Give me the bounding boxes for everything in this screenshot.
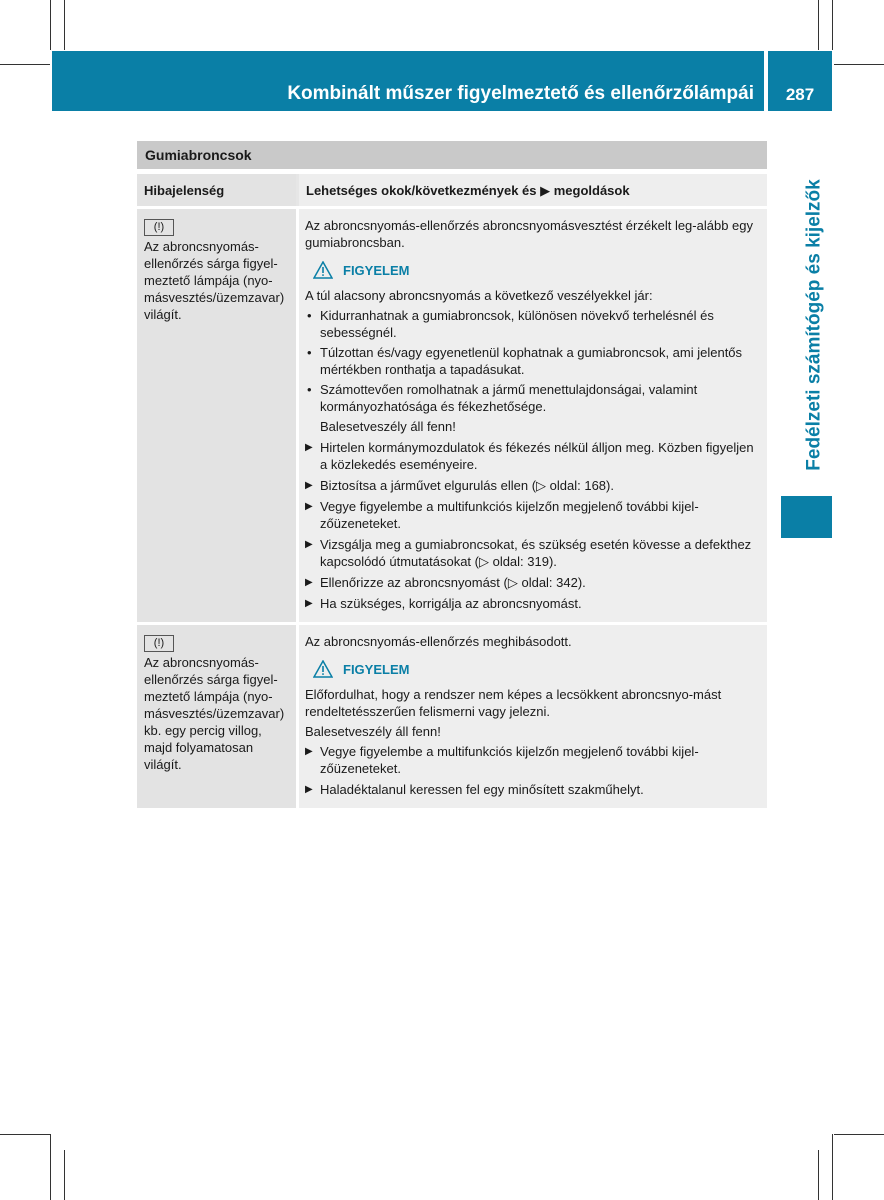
solution-cell xyxy=(299,209,767,622)
table-row xyxy=(137,209,767,625)
tire-pressure-warning-icon: (!) xyxy=(144,635,174,652)
crop-mark xyxy=(818,1150,819,1200)
crop-mark xyxy=(50,1134,51,1200)
cause-text: Az abroncsnyomás-ellenőrzés abroncsnyomásvesztést érzékelt leg-alább egy gumiabroncsban. xyxy=(305,218,753,250)
page-number: 287 xyxy=(785,85,815,104)
page-title: Kombinált műszer figyelmeztető és ellenőrzőlámpái xyxy=(287,83,754,104)
warning-label: FIGYELEM xyxy=(343,262,410,278)
list-item: ▶ Ellenőrizze az abroncsnyomást (▷ oldal: 342). xyxy=(305,575,586,590)
crop-mark xyxy=(64,1150,65,1200)
table-title: Gumiabroncsok xyxy=(137,141,767,169)
list-item: ▶ Hirtelen kormánymozdulatok és fékezés nélkül álljon meg. Közben figyeljen a közlekedés eseményeire. xyxy=(305,440,754,472)
side-tab-marker xyxy=(781,496,832,538)
list-item: ▶ Vegye figyelembe a multifunkciós kijelzőn megjelenő további kijel-zőüzeneteket. xyxy=(305,499,699,531)
table-header-row xyxy=(137,174,767,209)
crop-mark xyxy=(832,1134,833,1200)
warning-triangle-icon xyxy=(313,261,333,279)
table-row xyxy=(137,625,767,811)
list-item: ▶ Ha szükséges, korrigálja az abroncsnyomást. xyxy=(305,596,582,611)
tire-pressure-warning-icon: (!) xyxy=(144,219,174,236)
column-header-solution: Lehetséges okok/következmények és ▶ megoldások xyxy=(299,174,767,206)
fault-cell xyxy=(137,209,296,622)
crop-mark xyxy=(834,64,884,65)
crop-mark xyxy=(818,0,819,50)
list-item: • Számottevően romolhatnak a jármű menettulajdonságai, valamint kormányozhatósága és fékezhetősége. xyxy=(307,382,698,414)
crop-mark xyxy=(0,1134,50,1135)
list-item: ▶ Vegye figyelembe a multifunkciós kijelzőn megjelenő további kijel-zőüzeneteket. xyxy=(305,744,699,776)
header-bar xyxy=(52,51,764,111)
list-item: ▶ Haladéktalanul keressen fel egy minősített szakműhelyt. xyxy=(305,782,644,797)
list-item: ▶ Vizsgálja meg a gumiabroncsokat, és szükség esetén kövesse a defekthez kapcsolódó útmutatásokat (▷ oldal: 319). xyxy=(305,537,752,569)
crop-mark xyxy=(50,0,51,50)
fault-description: Az abroncsnyomás-ellenőrzés sárga figyel-meztető lámpája (nyo-másvesztés/üzemzavar) világít. xyxy=(144,239,285,322)
side-tab xyxy=(800,160,830,490)
list-item: • Túlzottan és/vagy egyenetlenül kophatnak a gumiabroncsok, ami jelentős mértékben ronthatja a tapadásukat. xyxy=(307,345,743,377)
warning-text: A túl alacsony abroncsnyomás a következő veszélyekkel jár: xyxy=(305,288,653,303)
warning-label: FIGYELEM xyxy=(343,661,410,677)
crop-mark xyxy=(0,64,50,65)
warning-heading xyxy=(313,660,761,678)
danger-text: Balesetveszély áll fenn! xyxy=(305,724,441,739)
column-header-fault: Hibajelenség xyxy=(137,174,296,206)
list-item: ▶ Biztosítsa a járművet elgurulás ellen (▷ oldal: 168). xyxy=(305,478,614,493)
warning-triangle-icon xyxy=(313,660,333,678)
fault-description: Az abroncsnyomás-ellenőrzés sárga figyel-meztető lámpája (nyo-másvesztés/üzemzavar) kb. egy percig villog, majd folyamatosan világít. xyxy=(144,655,285,772)
fault-cell xyxy=(137,625,296,808)
crop-mark xyxy=(832,0,833,50)
danger-text: Balesetveszély áll fenn! xyxy=(320,419,456,434)
crop-mark xyxy=(834,1134,884,1135)
warning-heading xyxy=(313,261,761,279)
cause-text: Az abroncsnyomás-ellenőrzés meghibásodott. xyxy=(305,634,572,649)
side-tab-label: Fedélzeti számítógép és kijelzők xyxy=(804,179,825,471)
page-number-box xyxy=(768,51,832,111)
solution-cell xyxy=(299,625,767,808)
list-item: • Kidurranhatnak a gumiabroncsok, különösen növekvő terhelésnél és sebességnél. xyxy=(307,308,714,340)
crop-mark xyxy=(64,0,65,50)
fault-table xyxy=(137,141,767,811)
warning-text: Előfordulhat, hogy a rendszer nem képes a lecsökkent abroncsnyo-mást rendeltetésszerűen felismerni vagy jelezni. xyxy=(305,687,722,719)
